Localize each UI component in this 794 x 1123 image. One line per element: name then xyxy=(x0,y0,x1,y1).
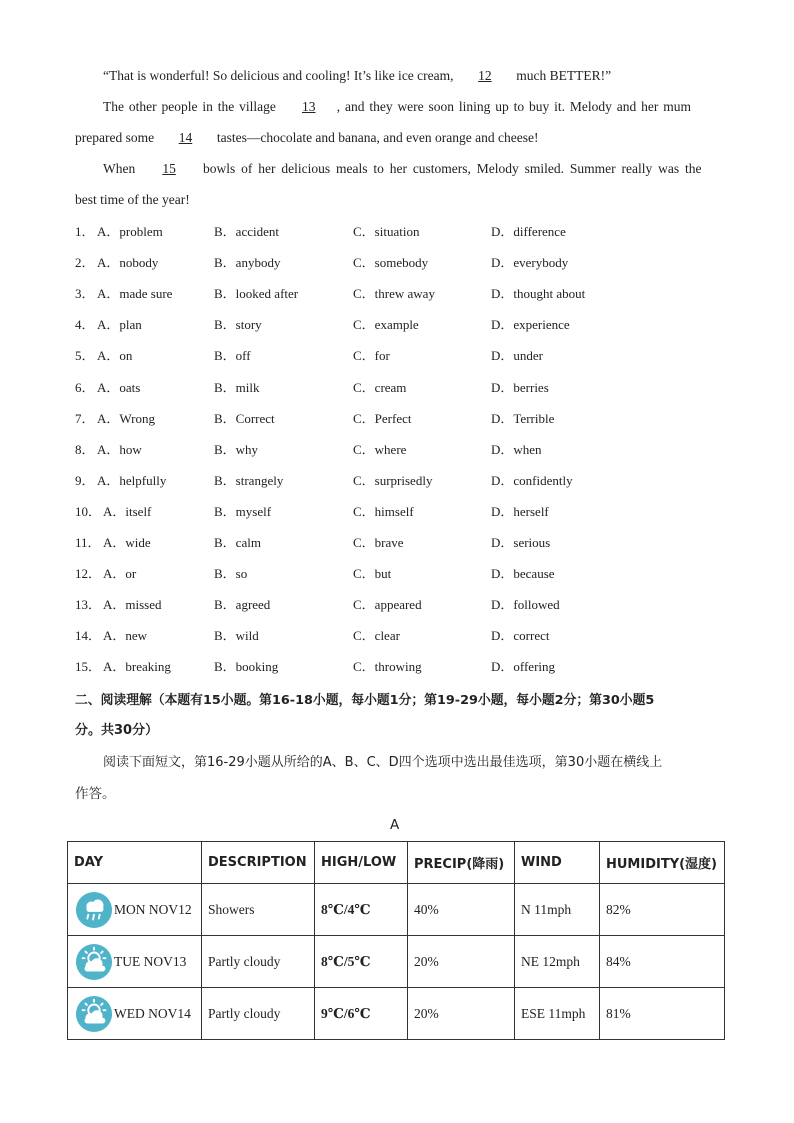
precip-cell: 20% xyxy=(408,988,515,1040)
header-humidity: HUMIDITY(湿度) xyxy=(600,842,725,884)
text: “That is wonderful! So delicious and cooling! It’s like ice cream, xyxy=(103,68,457,83)
wind-cell: ESE 11mph xyxy=(515,988,600,1040)
question-number: 11． xyxy=(75,535,101,550)
question-number: 5． xyxy=(75,348,95,363)
option-row-6 xyxy=(75,379,735,397)
option-c: C．cream xyxy=(353,380,407,395)
table-row xyxy=(68,988,725,1040)
precip-cell: 40% xyxy=(408,884,515,936)
day-label: MON NOV12 xyxy=(114,901,192,917)
blank-12: 12 xyxy=(478,68,492,83)
passage-line-p2 xyxy=(103,98,691,116)
option-row-15 xyxy=(75,658,735,676)
text: , and they were soon lining up to buy it. Melody and her mum xyxy=(336,99,692,114)
option-c: C．appeared xyxy=(353,597,422,612)
option-c: C．himself xyxy=(353,504,414,519)
blank-13: 13 xyxy=(301,99,316,114)
header-precip: PRECIP(降雨) xyxy=(408,842,515,884)
question-number: 12． xyxy=(75,566,102,581)
question-number: 13． xyxy=(75,597,102,612)
question-number: 8． xyxy=(75,442,95,457)
option-row-7 xyxy=(75,410,735,428)
question-number: 4． xyxy=(75,317,95,332)
option-row-3 xyxy=(75,285,735,303)
text: much BETTER!” xyxy=(512,68,612,83)
passage-label-a: A xyxy=(390,817,400,833)
day-label: WED NOV14 xyxy=(114,1005,191,1021)
option-d: D．because xyxy=(491,566,555,581)
option-b: B．wild xyxy=(214,628,259,643)
description-cell: Partly cloudy xyxy=(202,936,315,988)
header-highlow: HIGH/LOW xyxy=(315,842,408,884)
option-b: B．story xyxy=(214,317,262,332)
option-b: B．accident xyxy=(214,224,279,239)
header-description: DESCRIPTION xyxy=(202,842,315,884)
day-cell xyxy=(68,884,202,936)
option-c: C．threw away xyxy=(353,286,435,301)
question-number: 3． xyxy=(75,286,95,301)
option-d: D．difference xyxy=(491,224,566,239)
option-row-12 xyxy=(75,565,735,583)
wind-cell: N 11mph xyxy=(515,884,600,936)
option-a: A．breaking xyxy=(103,659,171,674)
option-b: B．milk xyxy=(214,380,260,395)
section-2-title-line2: 分。共30分） xyxy=(75,723,159,738)
option-b: B．off xyxy=(214,348,251,363)
option-a: A．oats xyxy=(97,380,141,395)
option-d: D．experience xyxy=(491,317,570,332)
option-d: D．offering xyxy=(491,659,556,674)
text: When xyxy=(103,161,142,176)
reading-instruction-line1: 阅读下面短文，第16-29小题从所给的A、B、C、D四个选项中选出最佳选项，第30小题在横线上 xyxy=(103,755,663,770)
option-row-13 xyxy=(75,596,735,614)
option-d: D．correct xyxy=(491,628,550,643)
option-d: D．thought about xyxy=(491,286,586,301)
reading-instruction-line2: 作答。 xyxy=(75,786,116,802)
highlow-cell: 9℃/6℃ xyxy=(315,988,408,1040)
option-b: B．so xyxy=(214,566,248,581)
option-a: A．itself xyxy=(103,504,152,519)
text: prepared some xyxy=(75,130,158,145)
humidity-cell: 82% xyxy=(600,884,725,936)
option-row-14 xyxy=(75,627,735,645)
option-c: C．clear xyxy=(353,628,400,643)
question-number: 2． xyxy=(75,255,95,270)
option-b: B．myself xyxy=(214,504,272,519)
option-d: D．when xyxy=(491,442,542,457)
option-c: C．where xyxy=(353,442,407,457)
option-row-11 xyxy=(75,534,735,552)
option-c: C．for xyxy=(353,348,390,363)
option-row-10 xyxy=(75,503,735,521)
highlow-cell: 8℃/5℃ xyxy=(315,936,408,988)
question-number: 6． xyxy=(75,380,95,395)
option-d: D．berries xyxy=(491,380,549,395)
table-row xyxy=(68,884,725,936)
table-header-row xyxy=(68,842,725,884)
option-c: C．example xyxy=(353,317,419,332)
option-c: C．but xyxy=(353,566,392,581)
option-b: B．booking xyxy=(214,659,279,674)
description-cell: Partly cloudy xyxy=(202,988,315,1040)
question-number: 7． xyxy=(75,411,95,426)
option-a: A．nobody xyxy=(97,255,159,270)
option-a: A．problem xyxy=(97,224,163,239)
text: bowls of her delicious meals to her customers, Melody smiled. Summer really was the xyxy=(197,161,702,176)
option-a: A．wide xyxy=(103,535,151,550)
option-a: A．made sure xyxy=(97,286,173,301)
humidity-cell: 81% xyxy=(600,988,725,1040)
option-d: D．herself xyxy=(491,504,549,519)
option-row-9 xyxy=(75,472,735,490)
option-c: C．somebody xyxy=(353,255,429,270)
option-a: A．how xyxy=(97,442,142,457)
weather-table xyxy=(67,841,725,1040)
partly-cloudy-icon xyxy=(75,995,113,1033)
option-row-5 xyxy=(75,347,735,365)
option-b: B．strangely xyxy=(214,473,284,488)
partly-cloudy-icon xyxy=(75,943,113,981)
option-d: D．confidently xyxy=(491,473,573,488)
option-a: A．or xyxy=(103,566,137,581)
blank-15: 15 xyxy=(162,161,176,176)
option-b: B．Correct xyxy=(214,411,275,426)
option-b: B．calm xyxy=(214,535,261,550)
question-number: 9． xyxy=(75,473,95,488)
text: The other people in the village xyxy=(103,99,281,114)
question-number: 10． xyxy=(75,504,102,519)
option-a: A．helpfully xyxy=(97,473,167,488)
option-c: C．situation xyxy=(353,224,420,239)
option-b: B．anybody xyxy=(214,255,281,270)
wind-cell: NE 12mph xyxy=(515,936,600,988)
option-a: A．missed xyxy=(103,597,162,612)
option-d: D．under xyxy=(491,348,543,363)
option-c: C．surprisedly xyxy=(353,473,433,488)
option-d: D．followed xyxy=(491,597,560,612)
option-c: C．brave xyxy=(353,535,404,550)
day-label: TUE NOV13 xyxy=(114,953,187,969)
blank-14: 14 xyxy=(178,130,193,145)
option-row-1 xyxy=(75,223,735,241)
option-c: C．Perfect xyxy=(353,411,412,426)
option-c: C．throwing xyxy=(353,659,422,674)
table-row xyxy=(68,936,725,988)
header-wind: WIND xyxy=(515,842,600,884)
day-cell xyxy=(68,988,202,1040)
option-a: A．plan xyxy=(97,317,142,332)
option-b: B．looked after xyxy=(214,286,299,301)
header-day: DAY xyxy=(68,842,202,884)
option-a: A．Wrong xyxy=(97,411,155,426)
humidity-cell: 84% xyxy=(600,936,725,988)
option-row-4 xyxy=(75,316,735,334)
passage-line-p3b: best time of the year! xyxy=(75,192,190,207)
option-a: A．new xyxy=(103,628,148,643)
option-d: D．serious xyxy=(491,535,551,550)
option-row-8 xyxy=(75,441,735,459)
question-number: 1． xyxy=(75,224,95,239)
passage-line-p3 xyxy=(103,160,702,178)
highlow-cell: 8℃/4℃ xyxy=(315,884,408,936)
description-cell: Showers xyxy=(202,884,315,936)
section-2-title-line1: 二、阅读理解（本题有15小题。第16-18小题，每小题1分；第19-29小题，每小题2分；第30小题5 xyxy=(75,693,655,708)
question-number: 15． xyxy=(75,659,102,674)
showers-icon xyxy=(75,891,113,929)
day-cell xyxy=(68,936,202,988)
question-number: 14． xyxy=(75,628,102,643)
passage-line-p1 xyxy=(103,67,611,85)
option-d: D．Terrible xyxy=(491,411,555,426)
option-b: B．agreed xyxy=(214,597,271,612)
option-row-2 xyxy=(75,254,735,272)
option-d: D．everybody xyxy=(491,255,569,270)
precip-cell: 20% xyxy=(408,936,515,988)
passage-line-p2b xyxy=(75,129,538,147)
option-b: B．why xyxy=(214,442,259,457)
text: tastes—chocolate and banana, and even orange and cheese! xyxy=(213,130,539,145)
option-a: A．on xyxy=(97,348,133,363)
